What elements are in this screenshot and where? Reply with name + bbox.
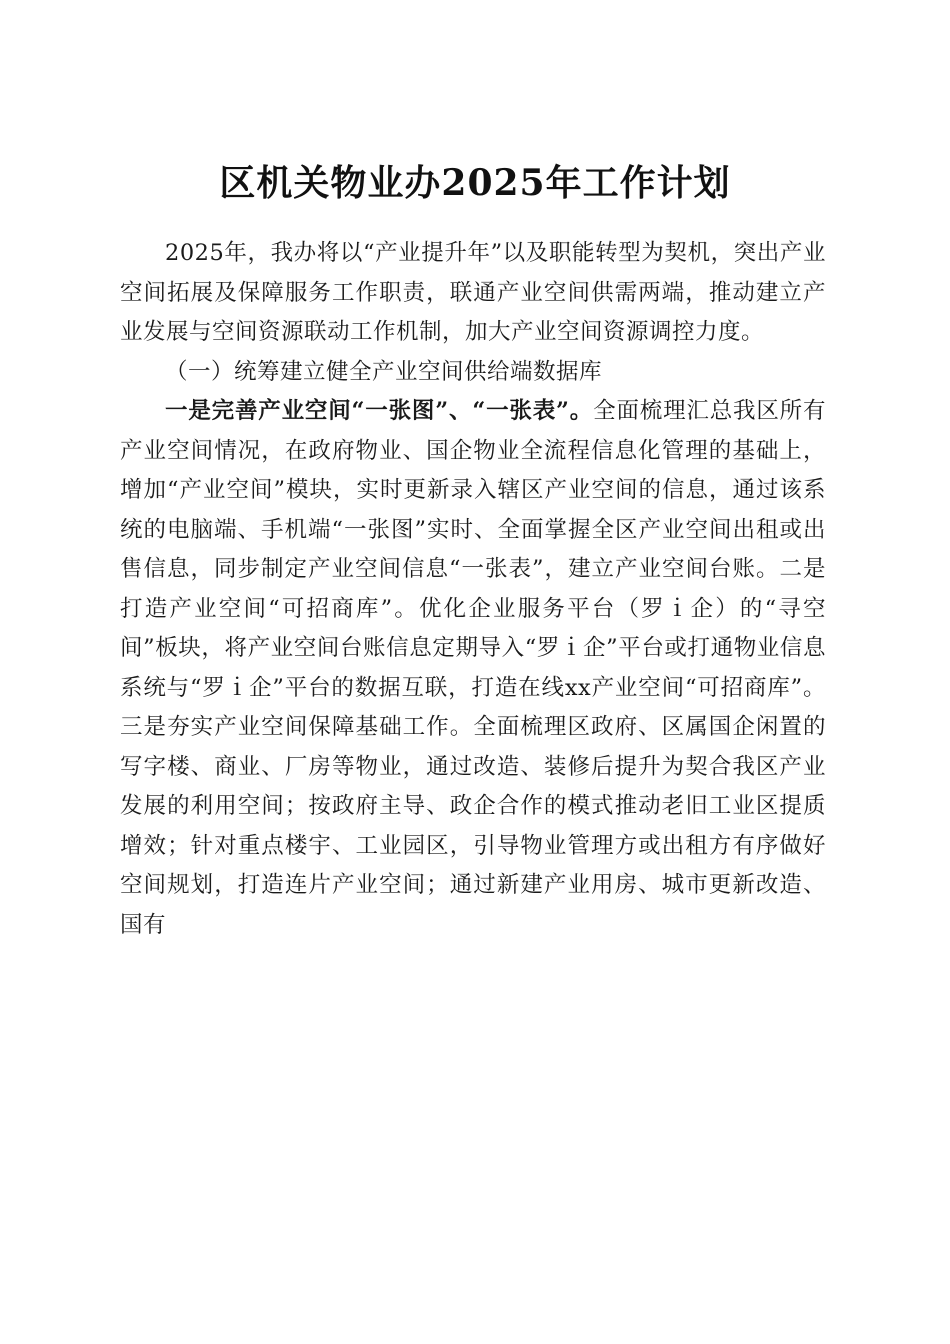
section-heading: （一）统筹建立健全产业空间供给端数据库 — [165, 358, 603, 385]
document-title: 区机关物业办2025年工作计划 — [219, 162, 731, 205]
document-body — [120, 234, 826, 945]
section-body-text: 全面梳理汇总我区所有产业空间情况，在政府物业、国企物业全流程信息化管理的基础上，增加“产业空间”模块，实时更新录入辖区产业空间的信息，通过该系统的电脑端、手机端“一张图”实时、全面掌握全区产业空间出租或出售信息，同步制定产业空间信息“一张表”，建立产业空间台账。二是打造产业空间“可招商库”。优化企业服务平台（罗ｉ企）的“寻空间”板块，将产业空间台账信息定期导入“罗ｉ企”平台或打通物业信息系统与“罗ｉ企”平台的数据互联，打造在线xx产业空间“可招商库”。三是夯实产业空间保障基础工作。全面梳理区政府、区属国企闲置的写字楼、商业、厂房等物业，通过改造、装修后提升为契合我区产业发展的利用空间；按政府主导、政企合作的模式推动老旧工业区提质增效；针对重点楼宇、工业园区，引导物业管理方或出租方有序做好空间规划，打造连片产业空间；通过新建产业用房、城市更新改造、国有 — [120, 398, 826, 938]
intro-paragraph: 2025年，我办将以“产业提升年”以及职能转型为契机，突出产业空间拓展及保障服务工作职责，联通产业空间供需两端，推动建立产业发展与空间资源联动工作机制，加大产业空间资源调控力度。 — [120, 240, 826, 345]
section-paragraph — [120, 392, 826, 945]
section-lead-text: 一是完善产业空间“一张图”、“一张表”。 — [165, 398, 594, 424]
